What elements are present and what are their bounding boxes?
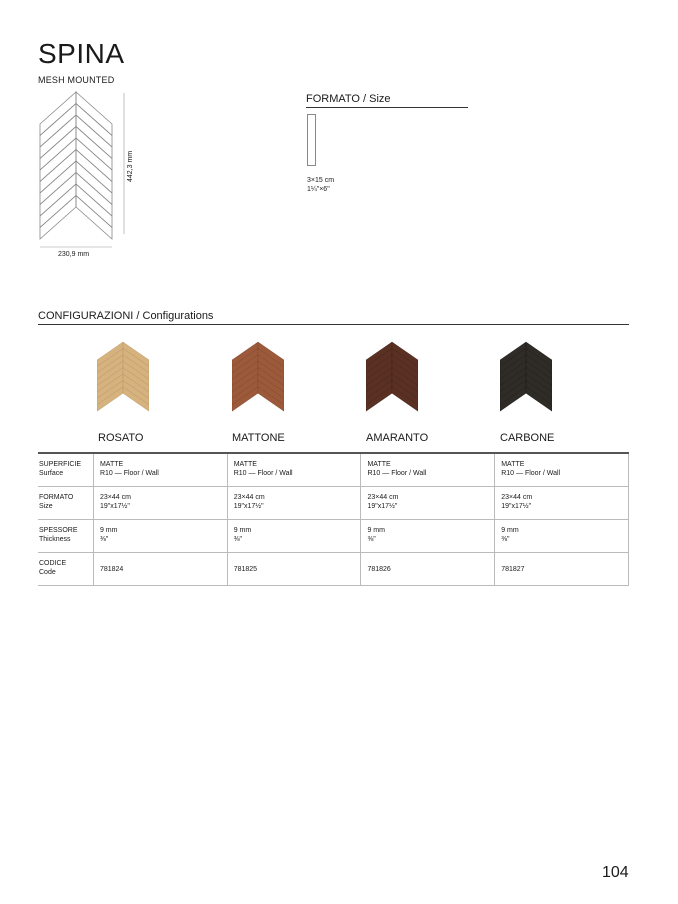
row-label-it: SUPERFICIE — [39, 461, 82, 468]
cell-value: 9 mm — [99, 527, 118, 534]
color-name-mattone: MATTONE — [232, 432, 285, 444]
row-label-en: Surface — [39, 470, 64, 477]
mesh-sheet-drawing — [36, 88, 136, 256]
cell-value-en: ⅜" — [367, 536, 376, 543]
table-cell — [93, 453, 227, 487]
swatch-rosato — [97, 340, 149, 420]
swatch-mattone — [232, 340, 284, 420]
format-size-in: 1¼"×6" — [307, 186, 330, 193]
table-cell — [361, 487, 495, 520]
swatch-amaranto — [366, 340, 418, 420]
cell-value: MATTE — [99, 461, 124, 468]
cell-value-en: ⅜" — [99, 536, 109, 543]
table-cell — [93, 487, 227, 520]
format-divider — [306, 107, 468, 108]
table-cell — [93, 520, 227, 553]
color-name-amaranto: AMARANTO — [366, 432, 429, 444]
cell-value: 781827 — [501, 566, 525, 573]
cell-value: MATTE — [367, 461, 391, 468]
row-label — [38, 553, 93, 586]
cell-value: MATTE — [501, 461, 525, 468]
table-cell — [361, 520, 495, 553]
spec-table — [38, 452, 629, 586]
tile-format-drawing — [307, 114, 316, 166]
cell-value: 781824 — [99, 566, 124, 573]
configurations-divider — [38, 324, 629, 325]
page-number: 104 — [602, 864, 629, 881]
cell-value-en: R10 — Floor / Wall — [367, 470, 427, 477]
format-heading: FORMATO / Size — [306, 93, 391, 105]
cell-value-en: R10 — Floor / Wall — [99, 470, 159, 477]
spec-row-thickness — [38, 520, 629, 553]
table-cell — [227, 453, 361, 487]
page-title: SPINA — [38, 38, 125, 69]
table-cell — [227, 553, 361, 586]
cell-value: 23×44 cm — [233, 494, 265, 501]
sheet-width-label: 230,9 mm — [58, 251, 90, 258]
color-name-rosato: ROSATO — [98, 432, 144, 444]
configurations-heading: CONFIGURAZIONI / Configurations — [38, 310, 214, 322]
table-cell — [227, 487, 361, 520]
spec-row-code — [38, 553, 629, 586]
cell-value: 23×44 cm — [501, 494, 533, 501]
row-label-it: SPESSORE — [39, 527, 78, 534]
cell-value-en: ⅜" — [501, 536, 510, 543]
spec-row-surface — [38, 453, 629, 487]
row-label — [38, 520, 93, 553]
sheet-height-label: 442,3 mm — [127, 150, 134, 182]
color-name-carbone: CARBONE — [500, 432, 555, 444]
cell-value-en: ⅜" — [233, 536, 243, 543]
cell-value: 781825 — [233, 566, 258, 573]
row-label-en: Code — [39, 569, 56, 576]
row-label-en: Size — [39, 503, 53, 510]
cell-value-en: 19"x17½" — [233, 503, 264, 510]
table-cell — [495, 520, 629, 553]
row-label — [38, 487, 93, 520]
cell-value-en: 19"x17½" — [367, 503, 398, 510]
table-cell — [495, 453, 629, 487]
spec-row-size — [38, 487, 629, 520]
table-cell — [495, 553, 629, 586]
row-label-en: Thickness — [39, 536, 71, 543]
row-label-it: CODICE — [39, 560, 67, 567]
cell-value-en: R10 — Floor / Wall — [501, 470, 561, 477]
cell-value: MATTE — [233, 461, 257, 468]
cell-value: 9 mm — [367, 527, 385, 534]
row-label-it: FORMATO — [39, 494, 74, 501]
table-cell — [93, 553, 227, 586]
page-subtitle: MESH MOUNTED — [38, 75, 115, 85]
cell-value: 9 mm — [233, 527, 252, 534]
table-cell — [361, 453, 495, 487]
cell-value: 23×44 cm — [99, 494, 131, 501]
table-cell — [227, 520, 361, 553]
cell-value: 23×44 cm — [367, 494, 399, 501]
format-size — [307, 176, 334, 194]
table-cell — [495, 487, 629, 520]
cell-value: 9 mm — [501, 527, 519, 534]
cell-value: 781826 — [367, 566, 391, 573]
swatch-carbone — [500, 340, 552, 420]
cell-value-en: 19"x17½" — [99, 503, 130, 510]
cell-value-en: 19"x17½" — [501, 503, 532, 510]
cell-value-en: R10 — Floor / Wall — [233, 470, 293, 477]
format-size-cm: 3×15 cm — [307, 177, 335, 184]
row-label — [38, 453, 93, 487]
table-cell — [361, 553, 495, 586]
